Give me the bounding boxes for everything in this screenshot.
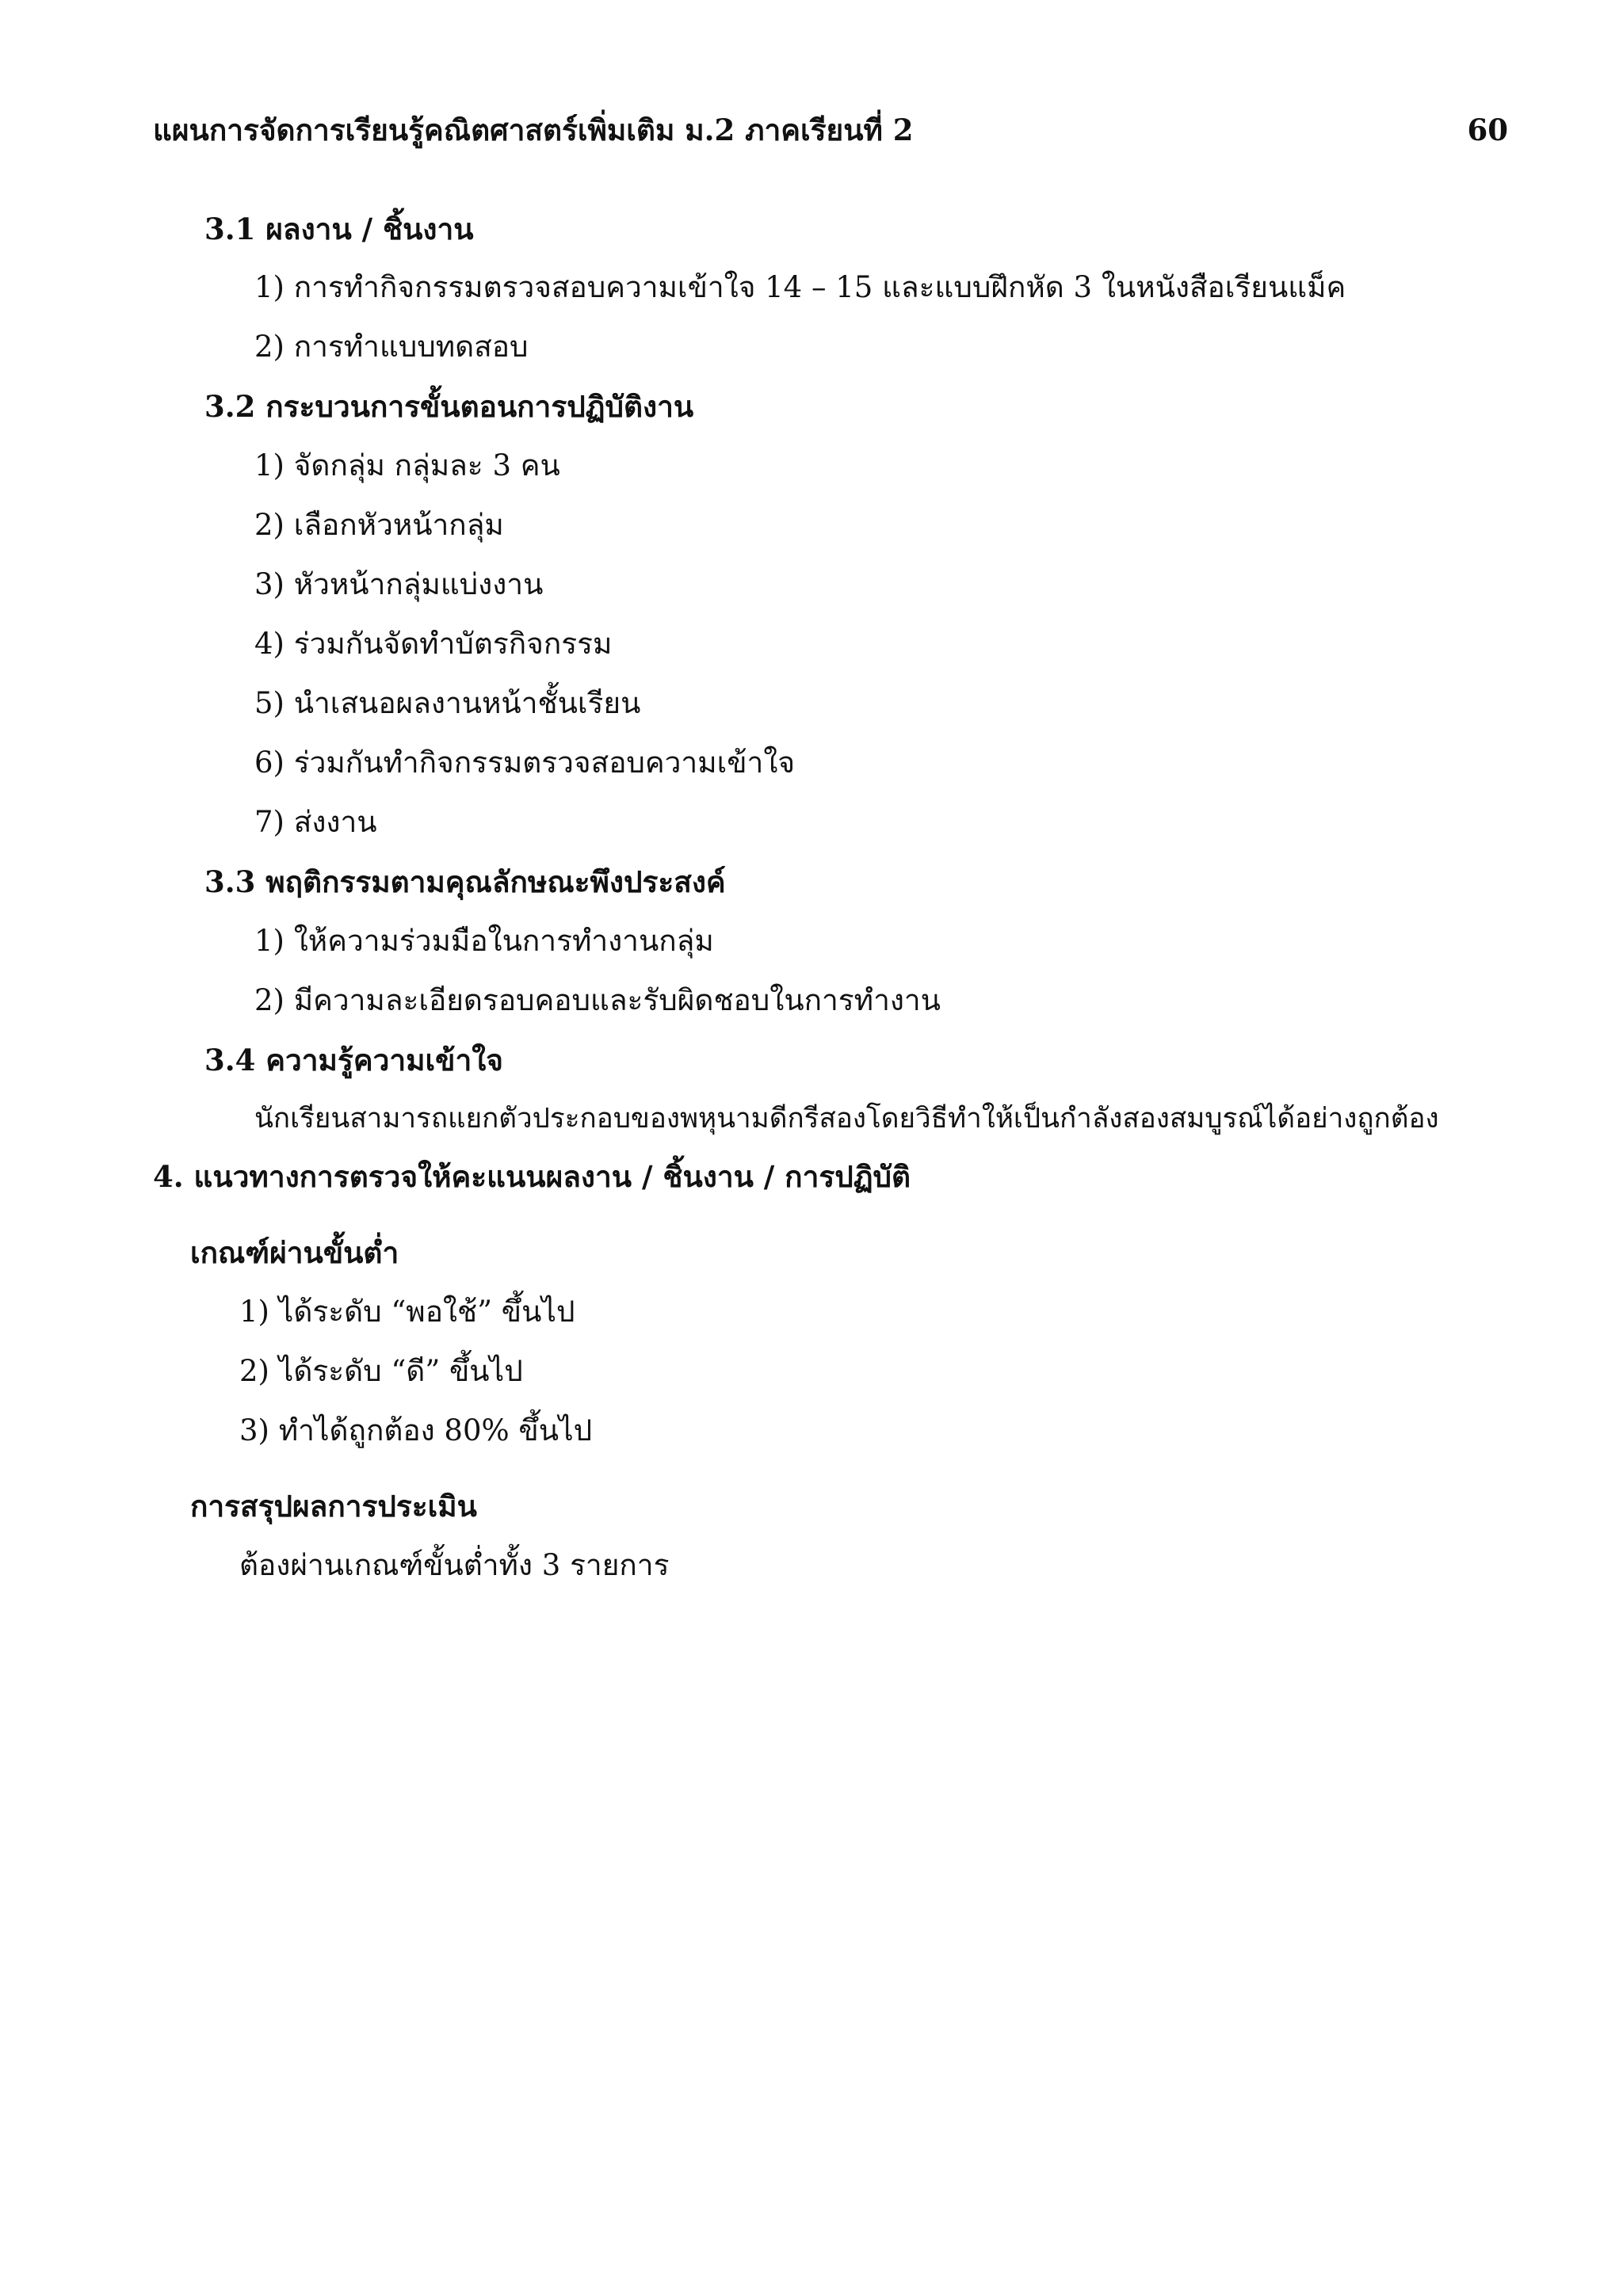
section-3-2-heading: 3.2 กระบวนการขั้นตอนการปฏิบัติงาน	[204, 389, 694, 424]
list-item: 2) มีความละเอียดรอบคอบและรับผิดชอบในการทำงาน	[254, 983, 941, 1017]
list-item: 2) เลือกหัวหน้ากลุ่ม	[254, 508, 504, 542]
list-item: 1) การทำกิจกรรมตรวจสอบความเข้าใจ 14 – 15 และแบบฝึกหัด 3 ในหนังสือเรียนแม็ค	[254, 270, 1346, 304]
list-item: 1) ได้ระดับ “พอใช้” ขึ้นไป	[239, 1295, 575, 1329]
page-header-title: แผนการจัดการเรียนรู้คณิตศาสตร์เพิ่มเติม ม.2 ภาคเรียนที่ 2	[153, 113, 914, 147]
section-4-heading: 4. แนวทางการตรวจให้คะแนนผลงาน / ชิ้นงาน / การปฏิบัติ	[153, 1159, 911, 1194]
section-3-3-heading: 3.3 พฤติกรรมตามคุณลักษณะพึงประสงค์	[204, 864, 726, 899]
section-3-4-heading: 3.4 ความรู้ความเข้าใจ	[204, 1043, 503, 1077]
list-item: 7) ส่งงาน	[254, 805, 377, 839]
summary-text: ต้องผ่านเกณฑ์ขั้นต่ำทั้ง 3 รายการ	[239, 1548, 670, 1582]
list-item: 5) นำเสนอผลงานหน้าชั้นเรียน	[254, 686, 641, 720]
list-item: 2) ได้ระดับ “ดี” ขึ้นไป	[239, 1354, 523, 1388]
list-item: 4) ร่วมกันจัดทำบัตรกิจกรรม	[254, 627, 613, 661]
page-number: 60	[1467, 113, 1508, 147]
list-item: 3) หัวหน้ากลุ่มแบ่งงาน	[254, 567, 544, 601]
list-item: 2) การทำแบบทดสอบ	[254, 330, 529, 364]
list-item: 1) จัดกลุ่ม กลุ่มละ 3 คน	[254, 448, 560, 482]
list-item: 1) ให้ความร่วมมือในการทำงานกลุ่ม	[254, 924, 714, 958]
list-item: 6) ร่วมกันทำกิจกรรมตรวจสอบความเข้าใจ	[254, 746, 796, 780]
list-item: 3) ทำได้ถูกต้อง 80% ขึ้นไป	[239, 1413, 593, 1447]
criteria-heading: เกณฑ์ผ่านขั้นต่ำ	[190, 1235, 399, 1270]
summary-heading: การสรุปผลการประเมิน	[190, 1489, 477, 1524]
section-3-4-text: นักเรียนสามารถแยกตัวประกอบของพหุนามดีกรีสองโดยวิธีทำให้เป็นกำลังสองสมบูรณ์ได้อย่างถูกต้อง	[254, 1103, 1439, 1135]
section-3-1-heading: 3.1 ผลงาน / ชิ้นงาน	[204, 212, 474, 246]
